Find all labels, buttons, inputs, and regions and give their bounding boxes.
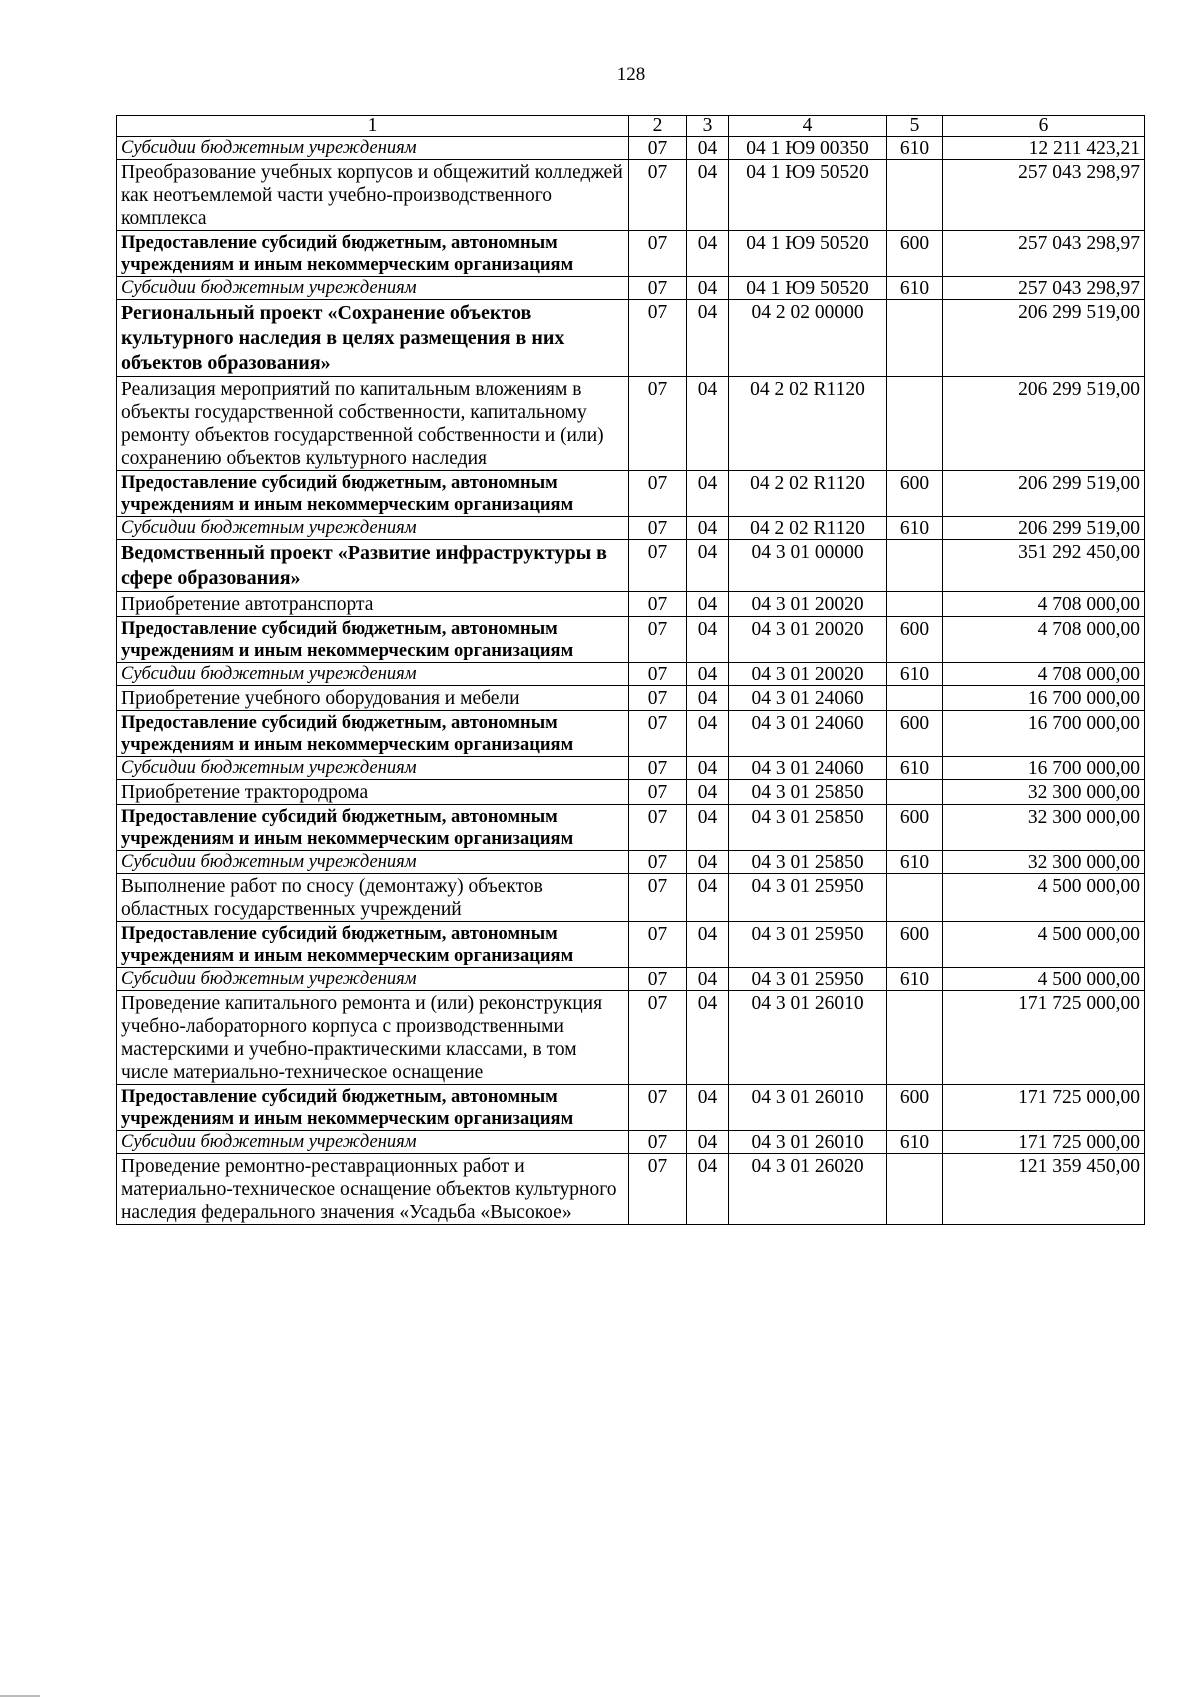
row-target-code: 04 3 01 25950 xyxy=(729,922,887,968)
row-expense-type: 600 xyxy=(887,617,943,663)
row-expense-type: 600 xyxy=(887,805,943,851)
row-name: Реализация мероприятий по капитальным вложениям в объекты государственной собственности, капитальному ремонту объектов государственной собственности и (или) сохранению объектов культурного наследия xyxy=(117,377,629,471)
row-section: 07 xyxy=(629,617,687,663)
table-row xyxy=(117,300,1145,377)
row-subsection: 04 xyxy=(687,663,729,686)
row-expense-type: 610 xyxy=(887,851,943,874)
table-row xyxy=(117,471,1145,517)
row-amount: 171 725 000,00 xyxy=(943,991,1145,1085)
row-expense-type xyxy=(887,874,943,922)
row-amount: 351 292 450,00 xyxy=(943,540,1145,592)
row-name: Субсидии бюджетным учреждениям xyxy=(117,277,629,300)
row-section: 07 xyxy=(629,991,687,1085)
row-section: 07 xyxy=(629,231,687,277)
row-section: 07 xyxy=(629,300,687,377)
row-subsection: 04 xyxy=(687,231,729,277)
row-target-code: 04 2 02 R1120 xyxy=(729,517,887,540)
table-row xyxy=(117,231,1145,277)
row-name: Предоставление субсидий бюджетным, автономным учреждениям и иным некоммерческим организациям xyxy=(117,1085,629,1131)
row-target-code: 04 1 Ю9 00350 xyxy=(729,137,887,160)
row-name: Приобретение учебного оборудования и мебели xyxy=(117,686,629,711)
row-subsection: 04 xyxy=(687,711,729,757)
row-section: 07 xyxy=(629,968,687,991)
row-expense-type: 600 xyxy=(887,471,943,517)
row-target-code: 04 3 01 24060 xyxy=(729,686,887,711)
row-expense-type: 610 xyxy=(887,757,943,780)
row-subsection: 04 xyxy=(687,137,729,160)
row-amount: 206 299 519,00 xyxy=(943,471,1145,517)
table-row xyxy=(117,517,1145,540)
row-section: 07 xyxy=(629,686,687,711)
column-header: 6 xyxy=(943,116,1145,137)
row-expense-type: 610 xyxy=(887,277,943,300)
row-subsection: 04 xyxy=(687,686,729,711)
row-name: Региональный проект «Сохранение объектов культурного наследия в целях размещения в них объектов образования» xyxy=(117,300,629,377)
row-expense-type xyxy=(887,377,943,471)
row-name: Субсидии бюджетным учреждениям xyxy=(117,137,629,160)
row-target-code: 04 3 01 24060 xyxy=(729,757,887,780)
row-subsection: 04 xyxy=(687,1154,729,1225)
row-name: Субсидии бюджетным учреждениям xyxy=(117,968,629,991)
row-target-code: 04 3 01 25950 xyxy=(729,874,887,922)
row-amount: 257 043 298,97 xyxy=(943,160,1145,231)
row-name: Предоставление субсидий бюджетным, автономным учреждениям и иным некоммерческим организациям xyxy=(117,922,629,968)
row-target-code: 04 1 Ю9 50520 xyxy=(729,277,887,300)
table-row xyxy=(117,137,1145,160)
row-name: Субсидии бюджетным учреждениям xyxy=(117,1131,629,1154)
row-amount: 4 708 000,00 xyxy=(943,592,1145,617)
table-row xyxy=(117,1131,1145,1154)
table-row xyxy=(117,805,1145,851)
row-target-code: 04 3 01 25950 xyxy=(729,968,887,991)
row-expense-type: 600 xyxy=(887,922,943,968)
row-section: 07 xyxy=(629,1154,687,1225)
table-row xyxy=(117,711,1145,757)
row-target-code: 04 3 01 00000 xyxy=(729,540,887,592)
row-subsection: 04 xyxy=(687,517,729,540)
row-amount: 171 725 000,00 xyxy=(943,1131,1145,1154)
row-subsection: 04 xyxy=(687,377,729,471)
table-row xyxy=(117,1085,1145,1131)
row-target-code: 04 1 Ю9 50520 xyxy=(729,231,887,277)
row-name: Субсидии бюджетным учреждениям xyxy=(117,663,629,686)
table-row xyxy=(117,277,1145,300)
row-target-code: 04 3 01 26020 xyxy=(729,1154,887,1225)
table-row xyxy=(117,686,1145,711)
row-amount: 16 700 000,00 xyxy=(943,711,1145,757)
row-target-code: 04 3 01 25850 xyxy=(729,805,887,851)
table-header-row xyxy=(117,116,1145,137)
row-subsection: 04 xyxy=(687,617,729,663)
row-section: 07 xyxy=(629,780,687,805)
row-expense-type: 600 xyxy=(887,711,943,757)
row-amount: 121 359 450,00 xyxy=(943,1154,1145,1225)
table-row xyxy=(117,540,1145,592)
row-section: 07 xyxy=(629,137,687,160)
row-subsection: 04 xyxy=(687,540,729,592)
row-name: Проведение капитального ремонта и (или) реконструкция учебно-лабораторного корпуса с производственными мастерскими и учебно-практическими классами, в том числе материально-техническое оснащение xyxy=(117,991,629,1085)
row-amount: 4 500 000,00 xyxy=(943,922,1145,968)
table-row xyxy=(117,1154,1145,1225)
row-name: Предоставление субсидий бюджетным, автономным учреждениям и иным некоммерческим организациям xyxy=(117,805,629,851)
row-amount: 16 700 000,00 xyxy=(943,686,1145,711)
row-target-code: 04 3 01 20020 xyxy=(729,663,887,686)
row-expense-type: 610 xyxy=(887,968,943,991)
row-section: 07 xyxy=(629,277,687,300)
row-subsection: 04 xyxy=(687,1131,729,1154)
budget-table xyxy=(116,115,1145,1225)
page-number: 128 xyxy=(616,64,646,85)
row-amount: 4 500 000,00 xyxy=(943,968,1145,991)
row-amount: 206 299 519,00 xyxy=(943,300,1145,377)
row-subsection: 04 xyxy=(687,922,729,968)
row-name: Предоставление субсидий бюджетным, автономным учреждениям и иным некоммерческим организациям xyxy=(117,471,629,517)
row-expense-type xyxy=(887,592,943,617)
row-expense-type: 610 xyxy=(887,1131,943,1154)
row-amount: 32 300 000,00 xyxy=(943,805,1145,851)
table-row xyxy=(117,617,1145,663)
row-target-code: 04 1 Ю9 50520 xyxy=(729,160,887,231)
row-subsection: 04 xyxy=(687,968,729,991)
table-row xyxy=(117,991,1145,1085)
row-target-code: 04 3 01 26010 xyxy=(729,1085,887,1131)
row-section: 07 xyxy=(629,1085,687,1131)
row-section: 07 xyxy=(629,805,687,851)
row-name: Субсидии бюджетным учреждениям xyxy=(117,757,629,780)
row-subsection: 04 xyxy=(687,851,729,874)
row-target-code: 04 3 01 24060 xyxy=(729,711,887,757)
row-expense-type xyxy=(887,540,943,592)
row-target-code: 04 3 01 25850 xyxy=(729,851,887,874)
row-amount: 257 043 298,97 xyxy=(943,277,1145,300)
row-name: Выполнение работ по сносу (демонтажу) объектов областных государственных учреждений xyxy=(117,874,629,922)
row-amount: 4 500 000,00 xyxy=(943,874,1145,922)
row-subsection: 04 xyxy=(687,757,729,780)
row-target-code: 04 3 01 26010 xyxy=(729,991,887,1085)
row-expense-type xyxy=(887,780,943,805)
row-subsection: 04 xyxy=(687,300,729,377)
row-target-code: 04 2 02 R1120 xyxy=(729,377,887,471)
row-name: Приобретение трактородрома xyxy=(117,780,629,805)
row-expense-type: 610 xyxy=(887,663,943,686)
row-amount: 257 043 298,97 xyxy=(943,231,1145,277)
row-section: 07 xyxy=(629,757,687,780)
row-amount: 12 211 423,21 xyxy=(943,137,1145,160)
row-section: 07 xyxy=(629,517,687,540)
row-target-code: 04 3 01 26010 xyxy=(729,1131,887,1154)
row-target-code: 04 2 02 00000 xyxy=(729,300,887,377)
row-amount: 171 725 000,00 xyxy=(943,1085,1145,1131)
row-expense-type xyxy=(887,300,943,377)
row-subsection: 04 xyxy=(687,805,729,851)
row-expense-type xyxy=(887,686,943,711)
row-section: 07 xyxy=(629,874,687,922)
column-header: 3 xyxy=(687,116,729,137)
row-section: 07 xyxy=(629,540,687,592)
row-target-code: 04 2 02 R1120 xyxy=(729,471,887,517)
row-name: Субсидии бюджетным учреждениям xyxy=(117,851,629,874)
column-header: 2 xyxy=(629,116,687,137)
column-header: 5 xyxy=(887,116,943,137)
row-section: 07 xyxy=(629,851,687,874)
row-name: Субсидии бюджетным учреждениям xyxy=(117,517,629,540)
row-expense-type: 600 xyxy=(887,231,943,277)
row-amount: 32 300 000,00 xyxy=(943,851,1145,874)
row-expense-type: 600 xyxy=(887,1085,943,1131)
row-amount: 16 700 000,00 xyxy=(943,757,1145,780)
row-expense-type: 610 xyxy=(887,137,943,160)
row-subsection: 04 xyxy=(687,277,729,300)
table-row xyxy=(117,377,1145,471)
row-name: Ведомственный проект «Развитие инфраструктуры в сфере образования» xyxy=(117,540,629,592)
column-header: 1 xyxy=(117,116,629,137)
row-section: 07 xyxy=(629,471,687,517)
row-amount: 206 299 519,00 xyxy=(943,517,1145,540)
row-name: Предоставление субсидий бюджетным, автономным учреждениям и иным некоммерческим организациям xyxy=(117,617,629,663)
table-row xyxy=(117,592,1145,617)
table-row xyxy=(117,757,1145,780)
table-row xyxy=(117,851,1145,874)
row-name: Преобразование учебных корпусов и общежитий колледжей как неотъемлемой части учебно-производственного комплекса xyxy=(117,160,629,231)
row-section: 07 xyxy=(629,377,687,471)
row-expense-type: 610 xyxy=(887,517,943,540)
row-name: Приобретение автотранспорта xyxy=(117,592,629,617)
row-name: Предоставление субсидий бюджетным, автономным учреждениям и иным некоммерческим организациям xyxy=(117,231,629,277)
row-expense-type xyxy=(887,1154,943,1225)
row-target-code: 04 3 01 20020 xyxy=(729,617,887,663)
row-amount: 4 708 000,00 xyxy=(943,663,1145,686)
row-subsection: 04 xyxy=(687,592,729,617)
row-section: 07 xyxy=(629,711,687,757)
row-expense-type xyxy=(887,160,943,231)
row-section: 07 xyxy=(629,922,687,968)
table-row xyxy=(117,780,1145,805)
table-row xyxy=(117,663,1145,686)
row-subsection: 04 xyxy=(687,780,729,805)
row-section: 07 xyxy=(629,1131,687,1154)
row-target-code: 04 3 01 25850 xyxy=(729,780,887,805)
table-row xyxy=(117,968,1145,991)
table-row xyxy=(117,874,1145,922)
row-subsection: 04 xyxy=(687,471,729,517)
row-amount: 4 708 000,00 xyxy=(943,617,1145,663)
row-subsection: 04 xyxy=(687,1085,729,1131)
row-subsection: 04 xyxy=(687,160,729,231)
row-section: 07 xyxy=(629,663,687,686)
row-subsection: 04 xyxy=(687,991,729,1085)
row-subsection: 04 xyxy=(687,874,729,922)
row-name: Предоставление субсидий бюджетным, автономным учреждениям и иным некоммерческим организациям xyxy=(117,711,629,757)
row-amount: 206 299 519,00 xyxy=(943,377,1145,471)
row-target-code: 04 3 01 20020 xyxy=(729,592,887,617)
row-section: 07 xyxy=(629,160,687,231)
table-row xyxy=(117,160,1145,231)
row-expense-type xyxy=(887,991,943,1085)
row-section: 07 xyxy=(629,592,687,617)
row-name: Проведение ремонтно-реставрационных работ и материально-техническое оснащение объектов культурного наследия федерального значения «Усадьба «Высокое» xyxy=(117,1154,629,1225)
column-header: 4 xyxy=(729,116,887,137)
row-amount: 32 300 000,00 xyxy=(943,780,1145,805)
table-row xyxy=(117,922,1145,968)
